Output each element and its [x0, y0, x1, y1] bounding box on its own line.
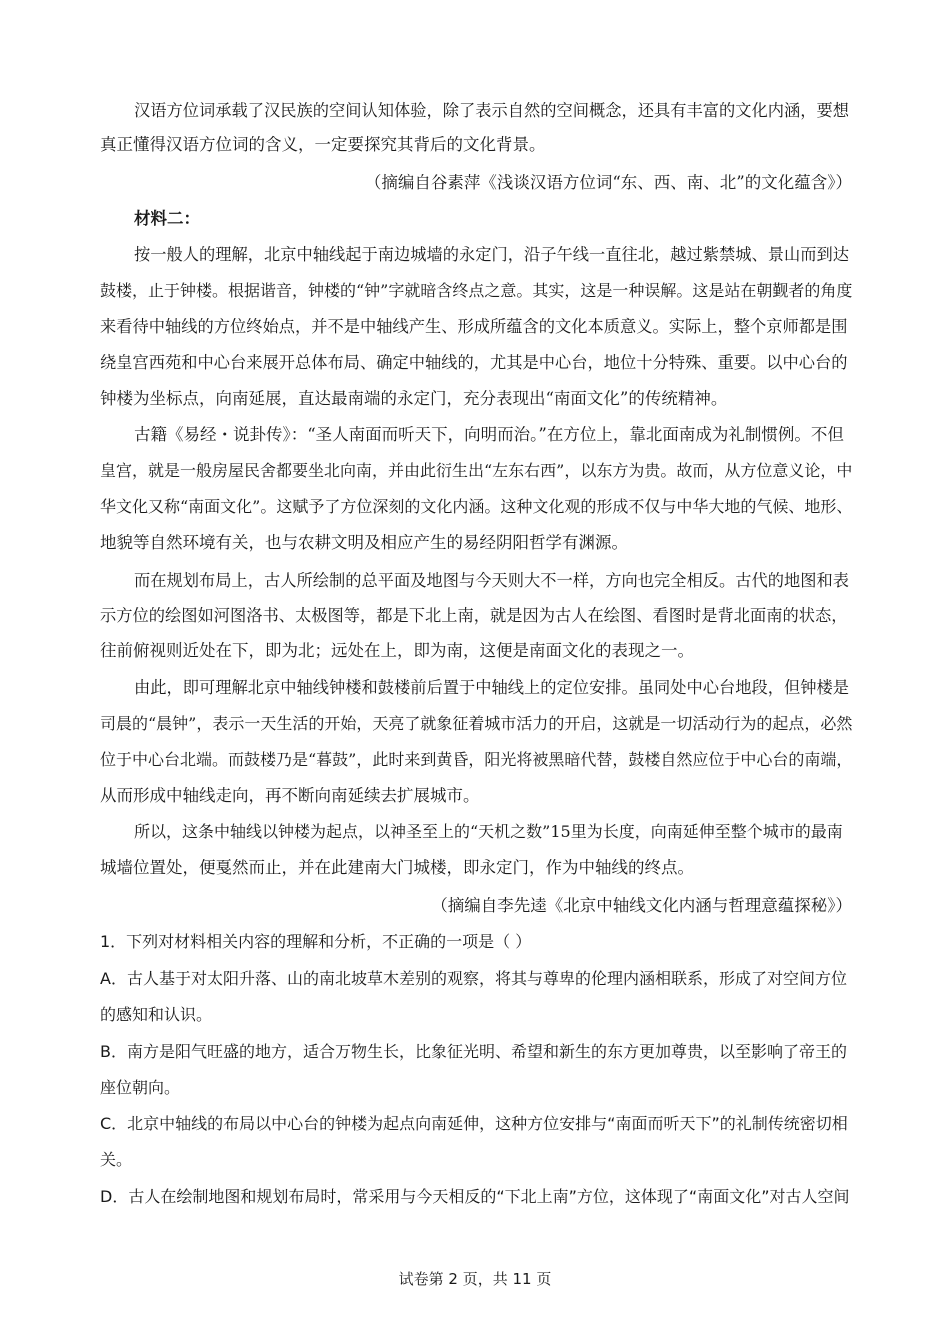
body-line: 皇宫，就是一般房屋民舍都要坐北向南，并由此衍生出“左东右西”，以东方为贵。故而，从方位意义论，中 [100, 461, 853, 480]
page-footer: 试卷第 2 页，共 11 页 [398, 1270, 552, 1288]
body-line: 往前俯视则近处在下，即为北；远处在上，即为南，这便是南面文化的表现之一。 [100, 641, 694, 660]
body-line: 所以，这条中轴线以钟楼为起点，以神圣至上的“天机之数”15里为长度，向南延伸至整个城市的最南 [134, 822, 843, 841]
body-line: 由此，即可理解北京中轴线钟楼和鼓楼前后置于中轴线上的定位安排。虽同处中心台地段，但钟楼是 [134, 678, 849, 697]
option-d: D．古人在绘制地图和规划布局时，常采用与今天相反的“下北上南”方位，这体现了“南面文化”对古人空间 [100, 1187, 850, 1206]
section-heading: 材料二： [134, 209, 200, 228]
body-line: 鼓楼，止于钟楼。根据谐音，钟楼的“钟”字就暗含终点之意。其实，这是一种误解。这是站在朝觐者的角度 [100, 281, 853, 300]
body-line: 从而形成中轴线走向，再不断向南延续去扩展城市。 [100, 786, 480, 805]
body-line: 司晨的“晨钟”，表示一天生活的开始，天亮了就象征着城市活力的开启，这就是一切活动行为的起点，必然 [100, 714, 853, 733]
body-line: 地貌等自然环境有关，也与农耕文明及相应产生的易经阴阳哲学有渊源。 [100, 533, 628, 552]
option-a-continuation: 的感知和认识。 [100, 1005, 213, 1024]
option-c-continuation: 关。 [100, 1150, 133, 1169]
body-line: 古籍《易经・说卦传》：“圣人南面而听天下，向明而治。”在方位上，靠北面南成为礼制惯例。不但 [134, 425, 844, 444]
body-line: 绕皇宫西苑和中心台来展开总体布局、确定中轴线的，尤其是中心台，地位十分特殊、重要。以中心台的 [100, 353, 848, 372]
body-line: 位于中心台北端。而鼓楼乃是“暮鼓”，此时来到黄昏，阳光将被黑暗代替，鼓楼自然应位于中心台的南端， [100, 750, 853, 769]
option-c: C．北京中轴线的布局以中心台的钟楼为起点向南延伸，这种方位安排与“南面而听天下”的礼制传统密切相 [100, 1114, 848, 1133]
body-line: 来看待中轴线的方位终始点，并不是中轴线产生、形成所蕴含的文化本质意义。实际上，整个京师都是围 [100, 317, 848, 336]
body-line: 而在规划布局上，古人所绘制的总平面及地图与今天则大不一样，方向也完全相反。古代的地图和表 [134, 571, 849, 590]
body-line: 按一般人的理解，北京中轴线起于南边城墙的永定门，沿子午线一直往北，越过紫禁城、景山而到达 [134, 245, 849, 264]
body-line: 钟楼为坐标点，向南延展，直达最南端的永定门，充分表现出“南面文化”的传统精神。 [100, 389, 728, 408]
option-a: A．古人基于对太阳升落、山的南北坡草木差别的观察，将其与尊卑的伦理内涵相联系，形成了对空间方位 [100, 969, 847, 988]
option-b: B．南方是阳气旺盛的地方，适合万物生长，比象征光明、希望和新生的东方更加尊贵，以至影响了帝王的 [100, 1042, 847, 1061]
source-citation: （摘编自李先逵《北京中轴线文化内涵与哲理意蕴探秘》） [431, 896, 852, 915]
body-line: 示方位的绘图如河图洛书、太极图等，都是下北上南，就是因为古人在绘图、看图时是背北面南的状态， [100, 606, 848, 625]
body-line: 城墙位置处，便戛然而止，并在此建南大门城楼，即永定门，作为中轴线的终点。 [100, 858, 694, 877]
intro-line: 真正懂得汉语方位词的含义，一定要探究其背后的文化背景。 [100, 135, 546, 154]
body-line: 华文化又称“南面文化”。这赋予了方位深刻的文化内涵。这种文化观的形成不仅与中华大地的气候、地形、 [100, 497, 853, 516]
option-b-continuation: 座位朝向。 [100, 1078, 181, 1097]
question-stem: 1．下列对材料相关内容的理解和分析，不正确的一项是（ ） [100, 932, 532, 951]
source-citation: （摘编自谷素萍《浅谈汉语方位词“东、西、南、北”的文化蕴含》） [364, 173, 852, 192]
intro-line: 汉语方位词承载了汉民族的空间认知体验，除了表示自然的空间概念，还具有丰富的文化内涵，要想 [134, 101, 849, 120]
